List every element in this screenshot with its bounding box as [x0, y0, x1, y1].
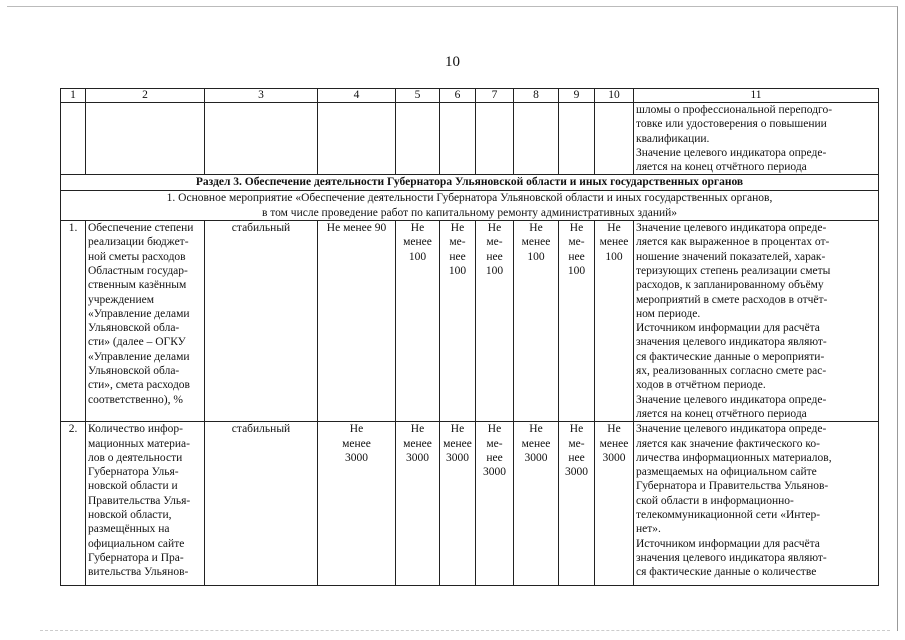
value-col8: Не менее 3000 [514, 422, 559, 586]
indicator-name: Количество инфор- мационных материа- лов о деятельности Губернатора Улья- новской области и Правительства Улья- новской области, размещённых на официальном сайте Губернатора и Пра- вительства Ульянов- [86, 422, 205, 586]
col-header-3: 3 [205, 89, 318, 103]
column-header-row [61, 89, 879, 103]
continued-description: шломы о профессиональной переподго- товке или удостоверения о повышении квалификации. Значение целевого индикатора опреде- ляется на конец отчётного периода [634, 103, 879, 175]
indicators-table [60, 88, 879, 586]
measure-title: 1. Основное мероприятие «Обеспечение деятельности Губернатора Ульяновской области и иных государственных органов, в том числе проведение работ по капитальному ремонту административных зданий» [61, 191, 879, 221]
continued-row [61, 103, 879, 175]
col-header-6: 6 [440, 89, 476, 103]
value-col5: Не менее 100 [396, 221, 440, 422]
value-col10: Не менее 100 [595, 221, 634, 422]
col-header-1: 1 [61, 89, 86, 103]
trend: стабильный [205, 422, 318, 586]
table-row [61, 221, 879, 422]
value-col6: Не ме- нее 100 [440, 221, 476, 422]
value-col10: Не менее 3000 [595, 422, 634, 586]
indicator-description: Значение целевого индикатора опреде- ляется как выраженное в процентах от- ношение значений показателей, харак- теризующих степень реализации сметы расходов, к запланированному объёму мероприятий в смете расходов в отчёт- ном периоде. Источником информации для расчёта значения целевого индикатора являют- ся фактические данные о мероприяти- ях, реализованных согласно смете рас- ходов в отчётном периоде. Значение целевого индикатора опреде- ляется на конец отчётного периода [634, 221, 879, 422]
row-number: 1. [61, 221, 86, 422]
value-col9: Не ме- нее 3000 [559, 422, 595, 586]
col-header-5: 5 [396, 89, 440, 103]
value-col5: Не менее 3000 [396, 422, 440, 586]
col-header-10: 10 [595, 89, 634, 103]
value-col7: Не ме- нее 3000 [476, 422, 514, 586]
base-value: Не менее 90 [318, 221, 396, 422]
trend: стабильный [205, 221, 318, 422]
table-row [61, 422, 879, 586]
page-bottom-edge [40, 630, 890, 631]
indicator-name: Обеспечение степени реализации бюджет- ной сметы расходов Областным государ- ственным казённым учреждением «Управление делами Ульяновской обла- сти» (далее – ОГКУ «Управление делами Ульяновской обла- сти», смета расходов соответственно), % [86, 221, 205, 422]
value-col9: Не ме- нее 100 [559, 221, 595, 422]
page-number: 10 [445, 54, 460, 70]
col-header-11: 11 [634, 89, 879, 103]
value-col6: Не менее 3000 [440, 422, 476, 586]
col-header-8: 8 [514, 89, 559, 103]
section-title: Раздел 3. Обеспечение деятельности Губернатора Ульяновской области и иных государственных органов [61, 175, 879, 191]
col-header-9: 9 [559, 89, 595, 103]
value-col7: Не ме- нее 100 [476, 221, 514, 422]
value-col8: Не менее 100 [514, 221, 559, 422]
indicator-description: Значение целевого индикатора опреде- ляется как значение фактического ко- личества информационных материалов, размещаемых на официальном сайте Губернатора и Правительства Ульянов- ской области в информационно- телекоммуникационной сети «Интер- нет». Источником информации для расчёта значения целевого индикатора являют- ся фактические данные о количестве [634, 422, 879, 586]
col-header-7: 7 [476, 89, 514, 103]
col-header-2: 2 [86, 89, 205, 103]
col-header-4: 4 [318, 89, 396, 103]
measure-row [61, 191, 879, 221]
base-value: Не менее 3000 [318, 422, 396, 586]
section-row [61, 175, 879, 191]
row-number: 2. [61, 422, 86, 586]
